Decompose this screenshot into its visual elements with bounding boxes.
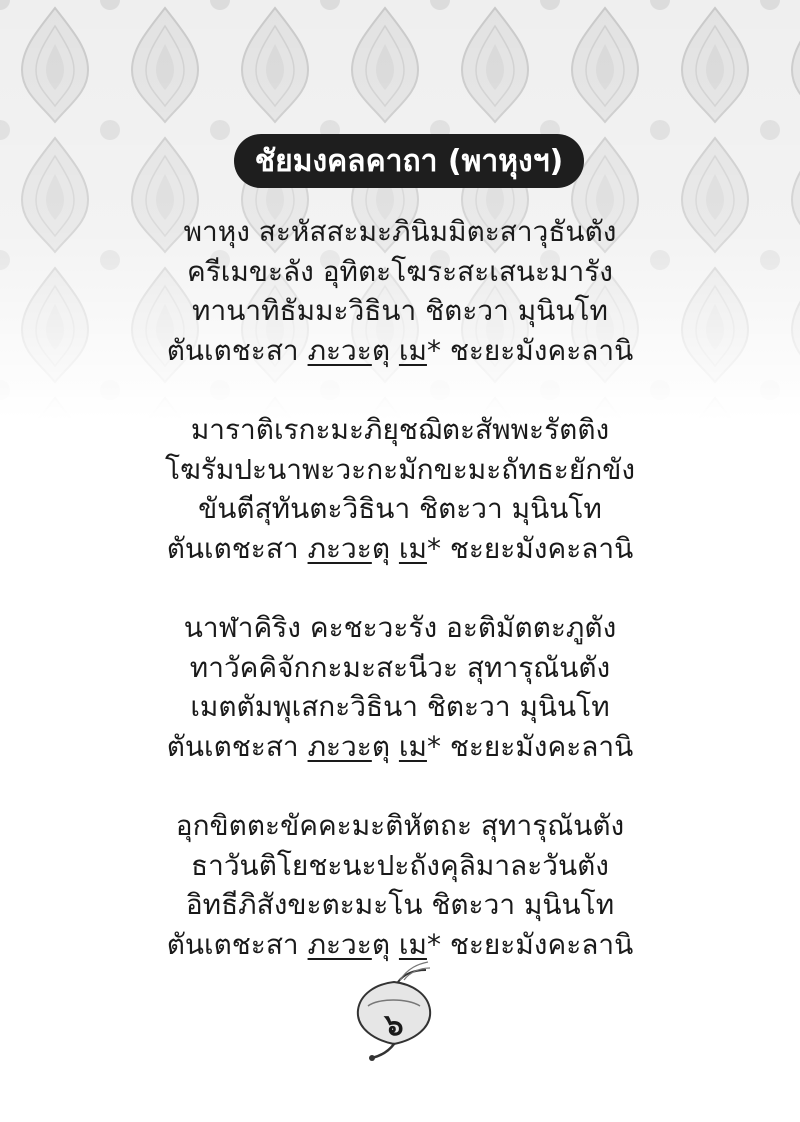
underlined-word: เม bbox=[398, 927, 427, 961]
refrain-text: ตุ bbox=[371, 333, 399, 367]
refrain-text: ตันเตชะสา bbox=[166, 531, 308, 565]
verse-line: มาราติเรกะมะภิยุชฌิตะสัพพะรัตติง bbox=[190, 413, 610, 446]
refrain-text: ตุ bbox=[371, 729, 399, 763]
refrain-text: * ชะยะมังคะลานิ bbox=[426, 531, 634, 565]
verse-line: ครีเมขะลัง อุทิตะโฆระสะเสนะมารัง bbox=[187, 254, 613, 288]
stanza-3 bbox=[0, 608, 800, 766]
underlined-word: ภะวะ bbox=[307, 531, 372, 565]
verse-line: พาหุง สะหัสสะมะภินิมมิตะสาวุธันตัง bbox=[183, 215, 617, 248]
underlined-word: ภะวะ bbox=[307, 927, 372, 961]
refrain-text: * ชะยะมังคะลานิ bbox=[426, 729, 634, 763]
stanza-1 bbox=[0, 212, 800, 370]
underlined-word: เม bbox=[398, 531, 427, 565]
verse-line: อุกขิตตะขัคคะมะติหัตถะ สุทารุณันตัง bbox=[175, 809, 625, 842]
verse-line: ทานาทิธัมมะวิธินา ชิตะวา มุนินโท bbox=[192, 294, 608, 327]
stanza-2 bbox=[0, 410, 800, 568]
refrain-text: * ชะยะมังคะลานิ bbox=[426, 333, 634, 367]
refrain-text: ตุ bbox=[371, 927, 399, 961]
verse-refrain bbox=[0, 925, 800, 965]
stanza-4 bbox=[0, 806, 800, 964]
verse-line: ธาวันติโยชะนะปะถังคุลิมาละวันตัง bbox=[191, 848, 609, 882]
verse-refrain bbox=[0, 331, 800, 371]
verse-refrain bbox=[0, 727, 800, 767]
refrain-text: * ชะยะมังคะลานิ bbox=[426, 927, 634, 961]
verse-line: ขันตีสุทันตะวิธินา ชิตะวา มุนินโท bbox=[198, 492, 602, 525]
page-title: ชัยมงคลคาถา (พาหุงฯ) bbox=[254, 143, 564, 179]
underlined-word: เม bbox=[398, 333, 427, 367]
page-number: ๖ bbox=[384, 1008, 404, 1043]
refrain-text: ตันเตชะสา bbox=[166, 729, 308, 763]
verse-line: ทาวัคคิจักกะมะสะนีวะ สุทารุณันตัง bbox=[189, 650, 611, 684]
verse-line: เมตตัมพุเสกะวิธินา ชิตะวา มุนินโท bbox=[190, 690, 610, 723]
underlined-word: เม bbox=[398, 729, 427, 763]
title-banner bbox=[234, 134, 584, 188]
refrain-text: ตันเตชะสา bbox=[166, 333, 308, 367]
underlined-word: ภะวะ bbox=[307, 729, 372, 763]
verse-refrain bbox=[0, 529, 800, 569]
refrain-text: ตุ bbox=[371, 531, 399, 565]
verse-line: อิทธีภิสังขะตะมะโน ชิตะวา มุนินโท bbox=[185, 888, 615, 921]
verse-line: โฆรัมปะนาพะวะกะมักขะมะถัทธะยักขัง bbox=[164, 452, 636, 486]
underlined-word: ภะวะ bbox=[307, 333, 372, 367]
chant-verses bbox=[0, 212, 800, 1004]
verse-line: นาฬาคิริง คะชะวะรัง อะติมัตตะภูตัง bbox=[183, 611, 617, 644]
refrain-text: ตันเตชะสา bbox=[166, 927, 308, 961]
